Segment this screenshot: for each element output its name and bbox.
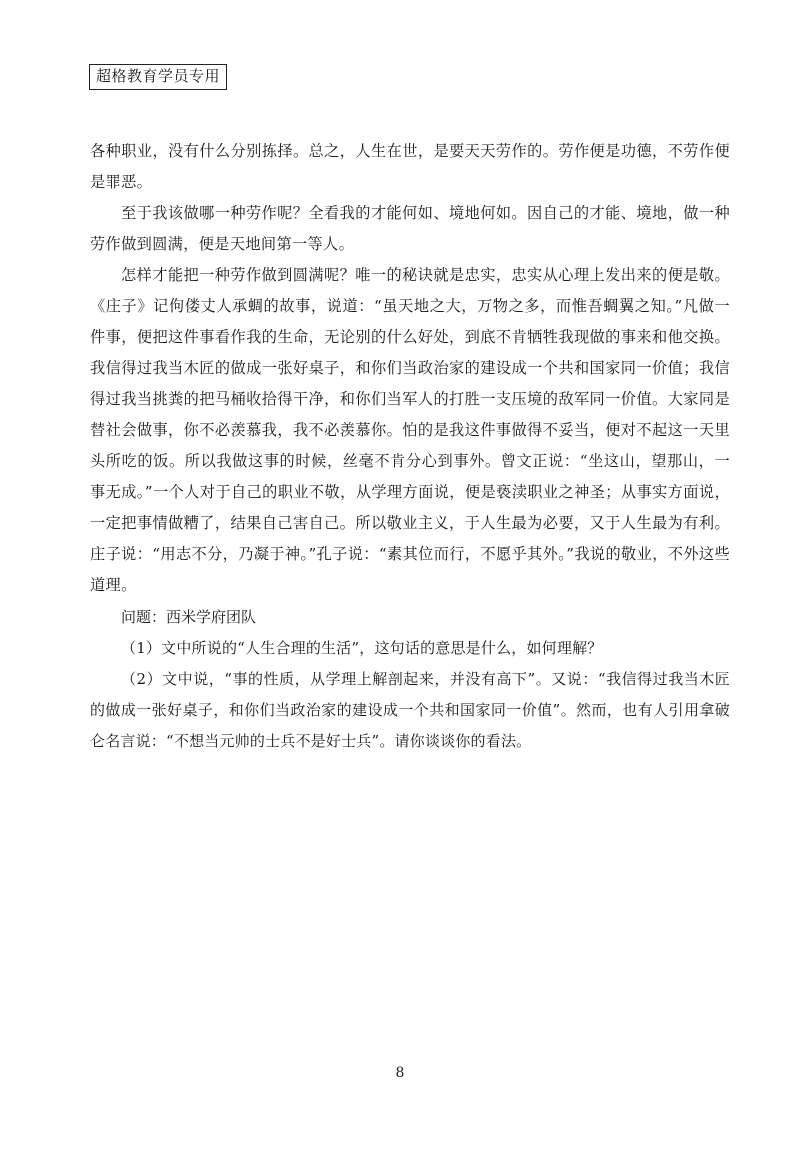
document-body (90, 136, 730, 757)
page-number: 8 (395, 1065, 405, 1081)
paragraph-3: 怎样才能把一种劳作做到圆满呢？唯一的秘诀就是忠实，忠实从心理上发出来的便是敬。《庄子》记佝偻丈人承蜩的故事，说道：“虽天地之大，万物之多，而惟吾蜩翼之知。”凡做一件事，便把这件事看作我的生命，无论别的什么好处，到底不肯牺牲我现做的事来和他交换。我信得过我当木匠的做成一张好桌子，和你们当政治家的建设成一个共和国家同一价值；我信得过我当挑粪的把马桶收拾得干净，和你们当军人的打胜一支压境的敌军同一价值。大家同是替社会做事，你不必羡慕我，我不必羡慕你。怕的是我这件事做得不妥当，便对不起这一天里头所吃的饭。所以我做这事的时候，丝毫不肯分心到事外。曾文正说：“坐这山，望那山，一事无成。”一个人对于自己的职业不敬，从学理方面说，便是亵渎职业之神圣；从事实方面说，一定把事情做糟了，结果自己害自己。所以敬业主义，于人生最为必要，又于人生最为有利。庄子说：“用志不分，乃凝于神。”孔子说：“素其位而行，不愿乎其外。”我说的敬业，不外这些道理。 (90, 266, 730, 594)
header-stamp: 超格教育学员专用 (89, 64, 227, 90)
question-label: 问题：西米学府团队 (121, 608, 257, 626)
paragraph-2: 至于我该做哪一种劳作呢？全看我的才能何如、境地何如。因自己的才能、境地，做一种劳作做到圆满，便是天地间第一等人。 (90, 204, 730, 253)
question-1: （1）文中所说的“人生合理的生活”，这句话的意思是什么，如何理解？ (121, 639, 603, 657)
question-2: （2）文中说，“事的性质，从学理上解剖起来，并没有高下”。又说：“我信得过我当木匠的做成一张好桌子，和你们当政治家的建设成一个共和国家同一价值”。然而，也有人引用拿破仑名言说：“不想当元帅的士兵不是好士兵”。请你谈谈你的看法。 (90, 670, 730, 750)
paragraph-1: 各种职业，没有什么分别拣择。总之，人生在世，是要天天劳作的。劳作便是功德，不劳作便是罪恶。 (90, 142, 730, 191)
